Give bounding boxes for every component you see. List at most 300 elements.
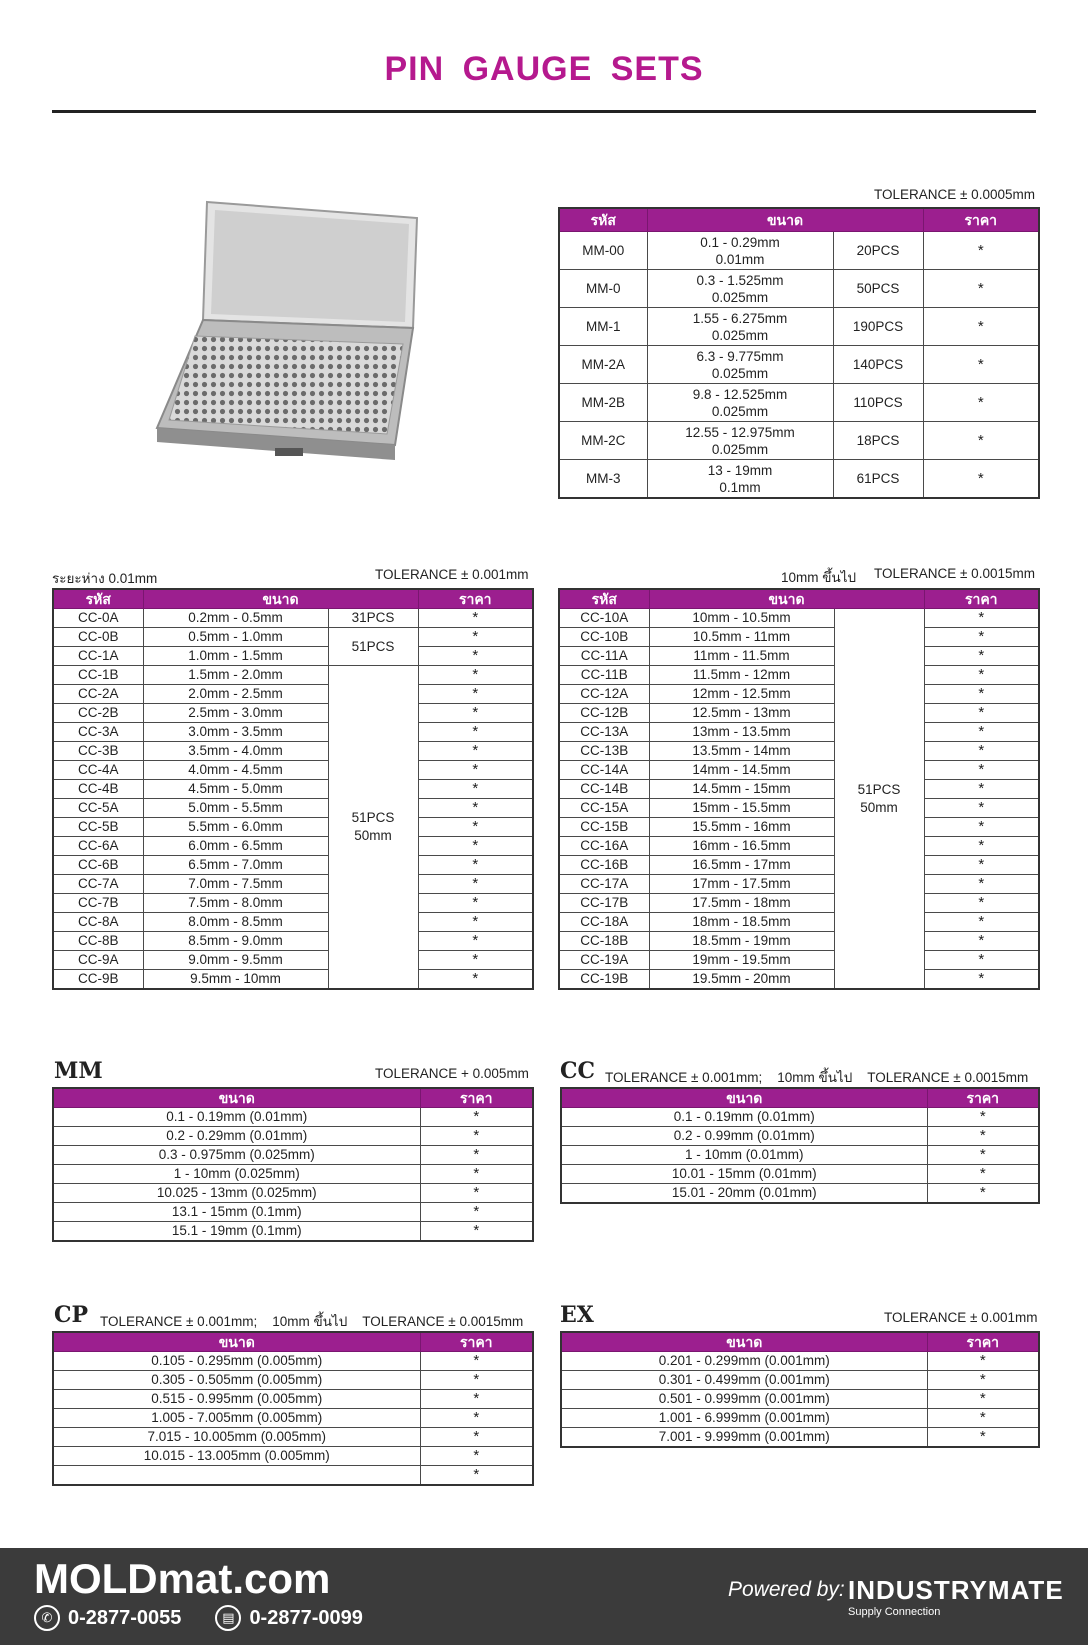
size-cell: 7.001 - 9.999mm (0.001mm)	[561, 1428, 927, 1448]
price-cell: *	[418, 837, 533, 856]
price-cell: *	[418, 951, 533, 970]
header-size: ขนาด	[561, 1088, 927, 1108]
size-cell: 12.5mm - 13mm	[649, 704, 834, 723]
size-cell: 9.0mm - 9.5mm	[143, 951, 328, 970]
table-row	[53, 1352, 533, 1371]
set-code: CC-3B	[53, 742, 143, 761]
cp-single-table	[52, 1331, 534, 1486]
footer-partner-logo[interactable]: INDUSTRYMATE	[848, 1575, 1064, 1605]
size-cell: 14mm - 14.5mm	[649, 761, 834, 780]
price-cell: *	[420, 1127, 533, 1146]
size-cell	[647, 308, 833, 346]
mm-sets-table	[558, 207, 1040, 499]
size-step: 0.025mm	[711, 327, 769, 343]
price-cell: *	[418, 932, 533, 951]
ex-single-heading: EX	[560, 1302, 594, 1328]
table-row	[53, 856, 533, 875]
header-code: รหัส	[53, 589, 143, 609]
table-row	[559, 951, 1039, 970]
table-row	[53, 1184, 533, 1203]
price-cell: *	[927, 1184, 1039, 1204]
set-code: CC-19A	[559, 951, 649, 970]
table-row	[559, 384, 1039, 422]
cc-single-tolerance: TOLERANCE ± 0.001mm; 10mm ขึ้นไป TOLERANCE ± 0.0015mm	[605, 1070, 1029, 1085]
pieces-count: 61PCS	[833, 460, 923, 499]
price-cell: *	[927, 1428, 1039, 1448]
table-row	[53, 1165, 533, 1184]
size-cell: 15.5mm - 16mm	[649, 818, 834, 837]
size-step: 0.025mm	[711, 441, 769, 457]
price-cell: *	[924, 647, 1039, 666]
table-row	[53, 780, 533, 799]
size-range: 0.1 - 0.29mm	[700, 234, 780, 250]
size-cell: 7.0mm - 7.5mm	[143, 875, 328, 894]
price-cell: *	[923, 346, 1039, 384]
pieces-count: 18PCS	[833, 422, 923, 460]
size-cell: 2.5mm - 3.0mm	[143, 704, 328, 723]
size-cell: 3.5mm - 4.0mm	[143, 742, 328, 761]
set-code: CC-16A	[559, 837, 649, 856]
table-row	[559, 818, 1039, 837]
header-price: ราคา	[927, 1332, 1039, 1352]
size-cell: 18mm - 18.5mm	[649, 913, 834, 932]
size-cell: 0.2 - 0.99mm (0.01mm)	[561, 1127, 927, 1146]
table-row	[559, 875, 1039, 894]
table-row	[53, 951, 533, 970]
set-code: CC-0B	[53, 628, 143, 647]
cc-single-table	[560, 1087, 1040, 1204]
set-code: CC-10A	[559, 609, 649, 628]
set-code: CC-13B	[559, 742, 649, 761]
size-range: 6.3 - 9.775mm	[696, 348, 784, 364]
price-cell: *	[927, 1165, 1039, 1184]
table-row	[53, 628, 533, 647]
size-cell	[647, 384, 833, 422]
header-size: ขนาด	[143, 589, 418, 609]
size-range: 13 - 19mm	[707, 462, 773, 478]
size-range: 9.8 - 12.525mm	[692, 386, 788, 402]
size-cell: 16.5mm - 17mm	[649, 856, 834, 875]
table-row	[53, 837, 533, 856]
cp-single-heading: CP	[54, 1302, 89, 1328]
price-cell: *	[924, 818, 1039, 837]
price-cell: *	[418, 723, 533, 742]
size-cell	[647, 232, 833, 270]
set-code: CC-9A	[53, 951, 143, 970]
table-row	[53, 666, 533, 685]
table-row	[561, 1352, 1039, 1371]
table-row	[53, 1222, 533, 1242]
set-code: CC-2B	[53, 704, 143, 723]
price-cell: *	[924, 856, 1039, 875]
price-cell: *	[924, 894, 1039, 913]
table-row	[561, 1146, 1039, 1165]
price-cell: *	[418, 666, 533, 685]
table-row	[559, 346, 1039, 384]
table-row	[559, 932, 1039, 951]
price-cell: *	[924, 932, 1039, 951]
pieces-group	[328, 666, 418, 990]
table-row	[53, 1146, 533, 1165]
table-row	[559, 837, 1039, 856]
set-code: CC-9B	[53, 970, 143, 990]
price-cell: *	[418, 913, 533, 932]
header-size: ขนาด	[649, 589, 924, 609]
size-cell: 10.025 - 13mm (0.025mm)	[53, 1184, 420, 1203]
size-cell	[647, 270, 833, 308]
set-code: CC-2A	[53, 685, 143, 704]
price-cell: *	[418, 704, 533, 723]
price-cell: *	[418, 970, 533, 990]
set-code: CC-5A	[53, 799, 143, 818]
table-row	[53, 894, 533, 913]
size-cell: 16mm - 16.5mm	[649, 837, 834, 856]
pieces-count: 110PCS	[833, 384, 923, 422]
size-range: 12.55 - 12.975mm	[685, 424, 795, 440]
size-cell: 0.501 - 0.999mm (0.001mm)	[561, 1390, 927, 1409]
size-cell: 19mm - 19.5mm	[649, 951, 834, 970]
price-cell: *	[418, 875, 533, 894]
table-row	[53, 685, 533, 704]
pin-length: 50mm	[860, 799, 898, 815]
pieces-count: 51PCS	[857, 781, 901, 797]
cc-small-table	[52, 588, 534, 990]
set-code: MM-2C	[559, 422, 647, 460]
set-code: CC-14B	[559, 780, 649, 799]
pin-length: 50mm	[354, 828, 392, 843]
set-code: CC-7B	[53, 894, 143, 913]
size-cell: 15mm - 15.5mm	[649, 799, 834, 818]
table-row	[53, 970, 533, 990]
size-cell: 4.5mm - 5.0mm	[143, 780, 328, 799]
size-cell: 2.0mm - 2.5mm	[143, 685, 328, 704]
page-title: PIN GAUGE SETS	[384, 50, 704, 88]
footer-fax[interactable]: 0-2877-0099	[249, 1606, 363, 1629]
set-code: CC-4B	[53, 780, 143, 799]
set-code: CC-18A	[559, 913, 649, 932]
size-cell: 13.1 - 15mm (0.1mm)	[53, 1203, 420, 1222]
size-cell: 0.201 - 0.299mm (0.001mm)	[561, 1352, 927, 1371]
size-cell: 1 - 10mm (0.01mm)	[561, 1146, 927, 1165]
set-code: MM-3	[559, 460, 647, 499]
table-row	[559, 894, 1039, 913]
set-code: CC-18B	[559, 932, 649, 951]
size-cell	[53, 1466, 420, 1486]
set-code: MM-0	[559, 270, 647, 308]
price-cell: *	[418, 685, 533, 704]
size-cell: 0.1 - 0.19mm (0.01mm)	[53, 1108, 420, 1127]
header-size: ขนาด	[53, 1088, 420, 1108]
price-cell: *	[927, 1146, 1039, 1165]
table-row	[53, 1428, 533, 1447]
table-row	[53, 647, 533, 666]
price-cell: *	[927, 1127, 1039, 1146]
table-row	[53, 1108, 533, 1127]
pin-gauge-case-photo	[155, 200, 425, 470]
size-cell: 9.5mm - 10mm	[143, 970, 328, 990]
phone-icon: ✆	[34, 1605, 60, 1631]
ex-single-table	[560, 1331, 1040, 1448]
price-cell: *	[420, 1146, 533, 1165]
set-code: CC-17A	[559, 875, 649, 894]
size-range: 0.3 - 1.525mm	[696, 272, 784, 288]
size-cell: 13.5mm - 14mm	[649, 742, 834, 761]
header-price: ราคา	[420, 1088, 533, 1108]
set-code: CC-10B	[559, 628, 649, 647]
size-cell: 1.005 - 7.005mm (0.005mm)	[53, 1409, 420, 1428]
table-row	[561, 1127, 1039, 1146]
price-cell: *	[418, 799, 533, 818]
size-cell	[647, 460, 833, 499]
size-cell: 7.015 - 10.005mm (0.005mm)	[53, 1428, 420, 1447]
set-code: CC-7A	[53, 875, 143, 894]
price-cell: *	[418, 761, 533, 780]
size-cell: 0.515 - 0.995mm (0.005mm)	[53, 1390, 420, 1409]
table-row	[53, 1203, 533, 1222]
set-code: CC-1A	[53, 647, 143, 666]
table-row	[559, 780, 1039, 799]
header-price: ราคา	[923, 208, 1039, 232]
set-code: CC-1B	[53, 666, 143, 685]
price-cell: *	[924, 970, 1039, 990]
table-row	[561, 1390, 1039, 1409]
table-row	[561, 1428, 1039, 1448]
size-cell: 11mm - 11.5mm	[649, 647, 834, 666]
size-cell: 1.5mm - 2.0mm	[143, 666, 328, 685]
size-cell: 1.0mm - 1.5mm	[143, 647, 328, 666]
header-price: ราคา	[927, 1088, 1039, 1108]
size-cell: 11.5mm - 12mm	[649, 666, 834, 685]
mm-single-tolerance: TOLERANCE + 0.005mm	[375, 1066, 529, 1081]
header-price: ราคา	[420, 1332, 533, 1352]
price-cell: *	[927, 1390, 1039, 1409]
pieces-count: 31PCS	[328, 609, 418, 628]
price-cell: *	[927, 1108, 1039, 1127]
size-cell: 18.5mm - 19mm	[649, 932, 834, 951]
size-cell: 10.5mm - 11mm	[649, 628, 834, 647]
table-row	[559, 232, 1039, 270]
price-cell: *	[923, 308, 1039, 346]
price-cell: *	[418, 628, 533, 647]
size-cell	[647, 422, 833, 460]
table-row	[561, 1108, 1039, 1127]
price-cell: *	[923, 460, 1039, 499]
cc-small-note: ระยะห่าง 0.01mm	[52, 571, 158, 586]
footer-phone[interactable]: 0-2877-0055	[68, 1606, 182, 1629]
set-code: CC-11A	[559, 647, 649, 666]
header-code: รหัส	[559, 589, 649, 609]
price-cell: *	[420, 1203, 533, 1222]
price-cell: *	[923, 232, 1039, 270]
price-cell: *	[923, 384, 1039, 422]
size-cell: 8.0mm - 8.5mm	[143, 913, 328, 932]
size-cell: 1 - 10mm (0.025mm)	[53, 1165, 420, 1184]
table-row	[561, 1165, 1039, 1184]
set-code: CC-8A	[53, 913, 143, 932]
table-row	[53, 913, 533, 932]
set-code: CC-16B	[559, 856, 649, 875]
set-code: CC-6B	[53, 856, 143, 875]
size-cell: 14.5mm - 15mm	[649, 780, 834, 799]
price-cell: *	[418, 818, 533, 837]
footer-partner-tagline: Supply Connection	[848, 1606, 941, 1618]
table-row	[53, 761, 533, 780]
price-cell: *	[927, 1371, 1039, 1390]
set-code: CC-6A	[53, 837, 143, 856]
table-row	[559, 761, 1039, 780]
footer-brand[interactable]: MOLDmat.com	[34, 1555, 331, 1602]
set-code: CC-4A	[53, 761, 143, 780]
size-step: 0.025mm	[711, 365, 769, 381]
mm-single-heading: MM	[54, 1058, 103, 1084]
table-row	[559, 666, 1039, 685]
table-row	[53, 609, 533, 628]
price-cell: *	[418, 780, 533, 799]
mm-sets-tolerance: TOLERANCE ± 0.0005mm	[874, 187, 1035, 202]
table-row	[561, 1409, 1039, 1428]
size-cell	[647, 346, 833, 384]
size-cell: 3.0mm - 3.5mm	[143, 723, 328, 742]
price-cell: *	[420, 1165, 533, 1184]
table-row	[53, 742, 533, 761]
size-cell: 12mm - 12.5mm	[649, 685, 834, 704]
price-cell: *	[418, 856, 533, 875]
cc-large-tolerance: TOLERANCE ± 0.0015mm	[874, 566, 1035, 581]
set-code: CC-12B	[559, 704, 649, 723]
size-cell: 15.01 - 20mm (0.01mm)	[561, 1184, 927, 1204]
cc-single-heading: CC	[560, 1058, 596, 1084]
pieces-count: 50PCS	[833, 270, 923, 308]
set-code: MM-1	[559, 308, 647, 346]
table-row	[53, 1409, 533, 1428]
price-cell: *	[418, 742, 533, 761]
ex-single-tolerance: TOLERANCE ± 0.001mm	[884, 1310, 1038, 1325]
header-size: ขนาด	[561, 1332, 927, 1352]
size-cell: 1.001 - 6.999mm (0.001mm)	[561, 1409, 927, 1428]
table-row	[53, 1447, 533, 1466]
table-row	[559, 742, 1039, 761]
pieces-count: 140PCS	[833, 346, 923, 384]
size-cell: 10.015 - 13.005mm (0.005mm)	[53, 1447, 420, 1466]
table-row	[53, 704, 533, 723]
cc-small-tolerance: TOLERANCE ± 0.001mm	[375, 567, 529, 582]
price-cell: *	[420, 1466, 533, 1486]
size-cell: 17mm - 17.5mm	[649, 875, 834, 894]
title-divider	[52, 110, 1036, 113]
set-code: CC-17B	[559, 894, 649, 913]
header-code: รหัส	[559, 208, 647, 232]
table-row	[559, 704, 1039, 723]
header-size: ขนาด	[647, 208, 923, 232]
table-row	[559, 913, 1039, 932]
price-cell: *	[420, 1390, 533, 1409]
set-code: CC-8B	[53, 932, 143, 951]
size-step: 0.025mm	[711, 403, 769, 419]
table-row	[559, 723, 1039, 742]
size-cell: 5.5mm - 6.0mm	[143, 818, 328, 837]
size-cell: 10.01 - 15mm (0.01mm)	[561, 1165, 927, 1184]
table-row	[53, 1466, 533, 1486]
size-cell: 0.2mm - 0.5mm	[143, 609, 328, 628]
set-code: CC-3A	[53, 723, 143, 742]
size-range: 1.55 - 6.275mm	[692, 310, 788, 326]
price-cell: *	[924, 761, 1039, 780]
header-price: ราคา	[924, 589, 1039, 609]
size-cell: 0.3 - 0.975mm (0.025mm)	[53, 1146, 420, 1165]
price-cell: *	[923, 270, 1039, 308]
table-row	[559, 308, 1039, 346]
price-cell: *	[924, 742, 1039, 761]
price-cell: *	[924, 666, 1039, 685]
set-code: CC-15A	[559, 799, 649, 818]
price-cell: *	[927, 1409, 1039, 1428]
price-cell: *	[420, 1108, 533, 1127]
price-cell: *	[420, 1428, 533, 1447]
price-cell: *	[420, 1184, 533, 1203]
table-row	[53, 1127, 533, 1146]
set-code: MM-2A	[559, 346, 647, 384]
price-cell: *	[418, 647, 533, 666]
size-cell: 0.301 - 0.499mm (0.001mm)	[561, 1371, 927, 1390]
size-cell: 0.5mm - 1.0mm	[143, 628, 328, 647]
price-cell: *	[420, 1447, 533, 1466]
gauge-case-icon	[155, 200, 425, 465]
size-cell: 0.305 - 0.505mm (0.005mm)	[53, 1371, 420, 1390]
price-cell: *	[420, 1371, 533, 1390]
mm-single-table	[52, 1087, 534, 1242]
pieces-group	[834, 609, 924, 990]
cp-single-tolerance: TOLERANCE ± 0.001mm; 10mm ขึ้นไป TOLERANCE ± 0.0015mm	[100, 1314, 524, 1329]
table-row	[559, 970, 1039, 990]
cc-large-table	[558, 588, 1040, 990]
table-row	[53, 1390, 533, 1409]
table-row	[559, 270, 1039, 308]
footer-powered-by: Powered by:	[728, 1578, 845, 1601]
table-row	[559, 422, 1039, 460]
set-code: CC-19B	[559, 970, 649, 990]
price-cell: *	[418, 894, 533, 913]
size-cell: 6.0mm - 6.5mm	[143, 837, 328, 856]
price-cell: *	[924, 875, 1039, 894]
size-cell: 7.5mm - 8.0mm	[143, 894, 328, 913]
size-cell: 0.2 - 0.29mm (0.01mm)	[53, 1127, 420, 1146]
size-cell: 5.0mm - 5.5mm	[143, 799, 328, 818]
set-code: MM-2B	[559, 384, 647, 422]
set-code: CC-12A	[559, 685, 649, 704]
price-cell: *	[420, 1352, 533, 1371]
table-row	[559, 647, 1039, 666]
pieces-count: 190PCS	[833, 308, 923, 346]
price-cell: *	[924, 685, 1039, 704]
price-cell: *	[924, 628, 1039, 647]
set-code: CC-0A	[53, 609, 143, 628]
size-cell: 17.5mm - 18mm	[649, 894, 834, 913]
table-row	[559, 609, 1039, 628]
header-size: ขนาด	[53, 1332, 420, 1352]
table-row	[53, 1371, 533, 1390]
size-step: 0.1mm	[719, 479, 761, 495]
table-row	[561, 1371, 1039, 1390]
header-price: ราคา	[418, 589, 533, 609]
table-row	[559, 628, 1039, 647]
price-cell: *	[924, 951, 1039, 970]
table-row	[559, 799, 1039, 818]
table-row	[53, 932, 533, 951]
set-code: CC-5B	[53, 818, 143, 837]
table-row	[561, 1184, 1039, 1204]
size-cell: 10mm - 10.5mm	[649, 609, 834, 628]
price-cell: *	[927, 1352, 1039, 1371]
